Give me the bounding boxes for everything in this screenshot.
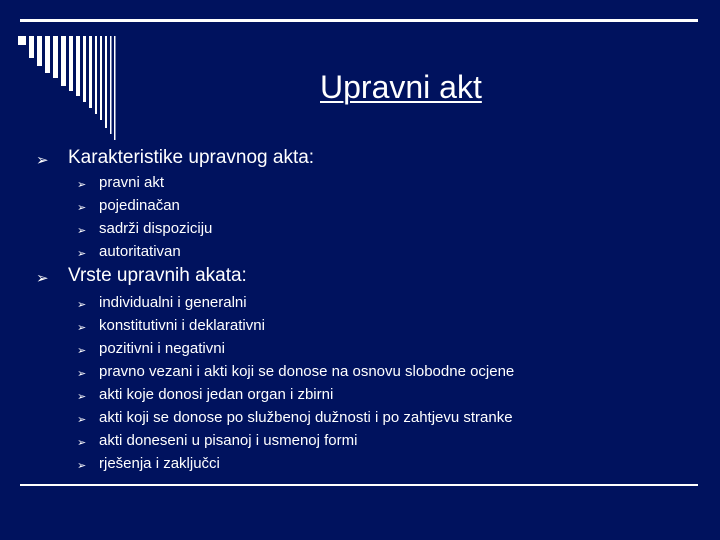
list-item: ➢ autoritativan: [99, 243, 181, 261]
list-item: ➢ pravno vezani i akti koji se donose na osnovu slobodne ocjene: [99, 363, 514, 381]
bottom-rule: [20, 484, 698, 486]
arrow-bullet-icon: ➢: [77, 224, 87, 237]
arrow-bullet-icon: ➢: [77, 413, 87, 426]
section-heading: ➢ Vrste upravnih akata:: [36, 265, 247, 287]
arrow-bullet-icon: ➢: [36, 269, 49, 287]
list-item: ➢ rješenja i zaključci: [99, 455, 220, 473]
arrow-bullet-icon: ➢: [77, 178, 87, 191]
list-item: ➢ individualni i generalni: [99, 294, 247, 312]
list-item: ➢ akti koje donosi jedan organ i zbirni: [99, 386, 333, 404]
arrow-bullet-icon: ➢: [77, 247, 87, 260]
arrow-bullet-icon: ➢: [77, 436, 87, 449]
arrow-bullet-icon: ➢: [77, 459, 87, 472]
slide-title-text: Upravni akt: [320, 69, 482, 105]
list-item: ➢ akti doneseni u pisanoj i usmenoj formi: [99, 432, 357, 450]
arrow-bullet-icon: ➢: [77, 201, 87, 214]
section-heading: ➢ Karakteristike upravnog akta:: [36, 147, 315, 169]
arrow-bullet-icon: ➢: [77, 367, 87, 380]
list-item: ➢ pozitivni i negativni: [99, 340, 225, 358]
list-item: ➢ konstitutivni i deklarativni: [99, 317, 265, 335]
list-item: ➢ akti koji se donose po službenoj dužnosti i po zahtjevu stranke: [99, 409, 513, 427]
arrow-bullet-icon: ➢: [77, 344, 87, 357]
arrow-bullet-icon: ➢: [77, 298, 87, 311]
list-item: ➢ pravni akt: [99, 174, 164, 192]
list-item: ➢ pojedinačan: [99, 197, 180, 215]
arrow-bullet-icon: ➢: [77, 390, 87, 403]
arrow-bullet-icon: ➢: [77, 321, 87, 334]
list-item: ➢ sadrži dispoziciju: [99, 220, 212, 238]
arrow-bullet-icon: ➢: [36, 151, 49, 169]
